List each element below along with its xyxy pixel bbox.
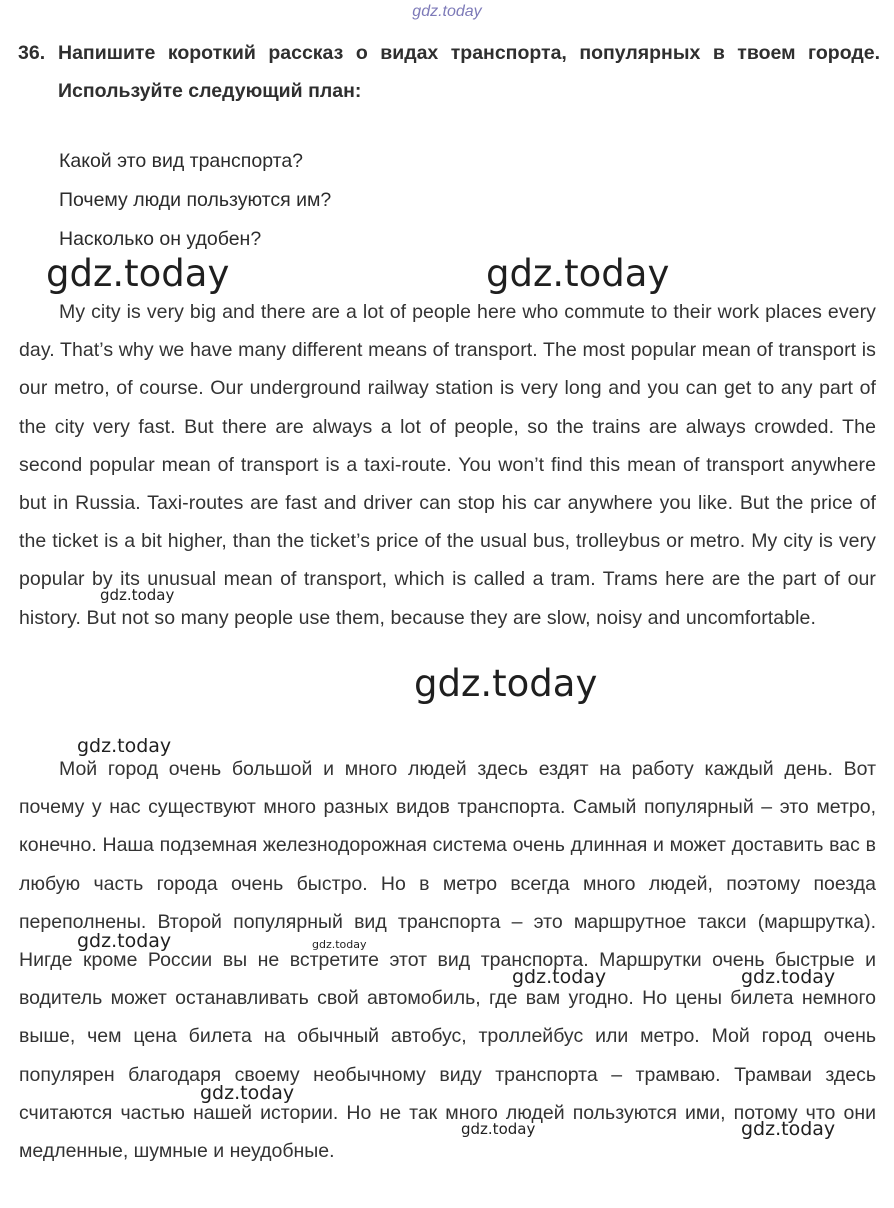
watermark-header: gdz.today xyxy=(412,3,482,20)
plan-item: Почему люди пользуются им? xyxy=(59,189,332,211)
watermark: gdz.today xyxy=(46,252,230,295)
watermark: gdz.today xyxy=(486,252,670,295)
watermark: gdz.today xyxy=(414,662,598,705)
watermark: gdz.today xyxy=(741,1118,836,1140)
answer-text-russian: Мой город очень большой и много людей здесь ездят на работу каждый день. Вот почему у нас существуют много разных видов транспорта. Самый популярный – это метро, конечно. Наша подземная железнодорожная система очень длинная и может доставить вас в любую часть города очень быстро. Но в метро всегда много людей, поэтому поезда переполнены. Второй популярный вид транспорта – это маршрутное такси (маршрутка). Нигде кроме России вы не встретите этот вид транспорта. Маршрутки очень быстрые и водитель может останавливать свой автомобиль, где вам угодно. Но цены билета немного выше, чем цена билета на обычный автобус, троллейбус или метро. Мой город очень популярен благодаря своему необычному виду транспорта – трамваю. Трамваи здесь считаются частью нашей истории. Но не так много людей пользуются ими, потому что они медленные, шумные и неудобные. xyxy=(19,758,876,1163)
plan-item: Насколько он удобен? xyxy=(59,228,262,250)
watermark: gdz.today xyxy=(741,966,836,988)
watermark: gdz.today xyxy=(200,1082,295,1104)
watermark: gdz.today xyxy=(312,938,367,951)
plan-list xyxy=(59,144,331,261)
watermark: gdz.today xyxy=(512,966,607,988)
plan-item: Какой это вид транспорта? xyxy=(59,150,304,172)
watermark: gdz.today xyxy=(77,735,172,757)
answer-text-english: My city is very big and there are a lot of people here who commute to their work places every day. That’s why we have many different means of transport. The most popular mean of transport is our metro, of course. Our underground railway station is very long and you can get to any part of the city very fast. But there are always a lot of people, so the trains are always crowded. The second popular mean of transport is a taxi-route. You won’t find this mean of transport anywhere but in Russia. Taxi-routes are fast and driver can stop his car anywhere you like. But the price of the ticket is a bit higher, than the ticket’s price of the usual bus, trolleybus or metro. My city is very popular by its unusual mean of transport, which is called a tram. Trams here are the part of our history. But not so many people use them, because they are slow, noisy and uncomfortable. xyxy=(19,301,876,629)
watermark: gdz.today xyxy=(100,586,175,604)
task-text: Напишите короткий рассказ о видах транспорта, популярных в твоем городе. Используйте следующий план: xyxy=(58,42,880,102)
task-number: 36. xyxy=(18,42,46,64)
watermark: gdz.today xyxy=(461,1120,536,1138)
watermark: gdz.today xyxy=(77,930,172,952)
task-heading xyxy=(18,34,880,110)
